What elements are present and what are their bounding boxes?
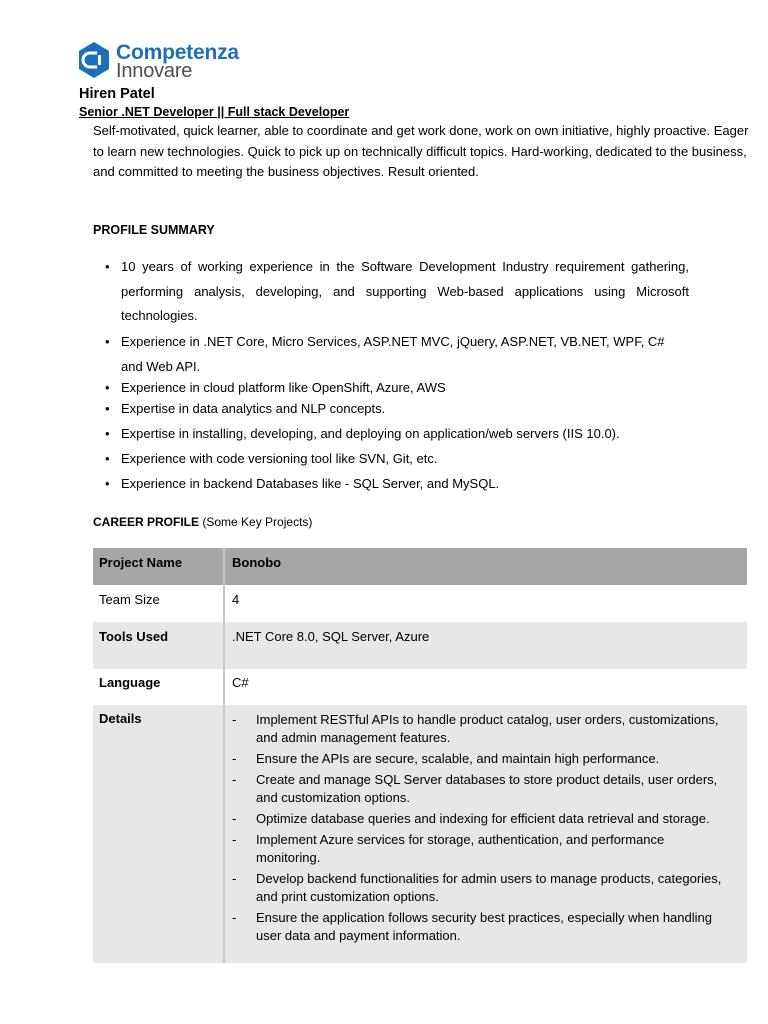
details-item: - Optimize database queries and indexing for efficient data retrieval and storage. [232,810,726,828]
career-profile-subtitle: (Some Key Projects) [202,515,313,529]
summary-item: • Expertise in data analytics and NLP concepts. [103,396,703,421]
logo-wordmark-primary: Competenza [116,41,239,64]
career-profile-title: CAREER PROFILE [93,515,200,529]
details-cell [224,705,747,963]
tools-used-label: Tools Used [93,622,224,669]
language-label: Language [93,669,224,705]
profile-summary-heading: PROFILE SUMMARY [93,223,215,237]
candidate-name: Hiren Patel [79,86,155,102]
tools-used-value: .NET Core 8.0, SQL Server, Azure [224,622,747,669]
summary-item: • Experience in .NET Core, Micro Services, ASP.NET MVC, jQuery, ASP.NET, VB.NET, WPF, C# and Web API. [103,329,689,379]
details-item: - Ensure the application follows security best practices, especially when handling user data and payment information. [232,909,726,945]
table-row [93,622,747,669]
logo-wordmark-secondary: Innovare [116,60,193,82]
table-row [93,585,747,622]
table-row [93,548,747,585]
profile-summary-list [103,255,703,496]
summary-item: • Experience with code versioning tool like SVN, Git, etc. [103,446,703,471]
competenza-logo-icon [77,41,111,79]
details-item: - Implement Azure services for storage, authentication, and performance monitoring. [232,831,726,867]
summary-item: • Expertise in installing, developing, and deploying on application/web servers (IIS 10.0). [103,421,703,446]
team-size-value: 4 [224,585,747,622]
intro-paragraph: Self-motivated, quick learner, able to coordinate and get work done, work on own initiative, highly proactive. Eager to learn new technologies. Quick to pick up on technically difficult topics. Hard-working, dedicated to the business, and committed to meeting the business objectives. Result oriented. [93,123,749,179]
language-value: C# [224,669,747,705]
table-row [93,669,747,705]
candidate-role: Senior .NET Developer || Full stack Developer [79,105,350,119]
summary-item: • 10 years of working experience in the Software Development Industry requirement gathering, performing analysis, developing, and supporting Web-based applications using Microsoft technologies. [103,255,689,329]
project-name-label: Project Name [93,548,224,585]
details-list [232,711,747,945]
details-item: - Develop backend functionalities for admin users to manage products, categories, and print customization options. [232,870,726,906]
company-logo [77,41,239,82]
project-table [93,548,747,963]
details-item: - Create and manage SQL Server databases to store product details, user orders, and customization options. [232,771,726,807]
details-label: Details [93,705,224,963]
career-profile-heading [93,515,312,529]
summary-item: • Experience in backend Databases like - SQL Server, and MySQL. [103,471,703,496]
details-item: - Ensure the APIs are secure, scalable, and maintain high performance. [232,750,726,768]
project-name-value: Bonobo [224,548,747,585]
summary-item: • Experience in cloud platform like OpenShift, Azure, AWS [103,379,703,396]
team-size-label: Team Size [93,585,224,622]
table-row [93,705,747,963]
details-item: - Implement RESTful APIs to handle product catalog, user orders, customizations, and admin management features. [232,711,726,747]
